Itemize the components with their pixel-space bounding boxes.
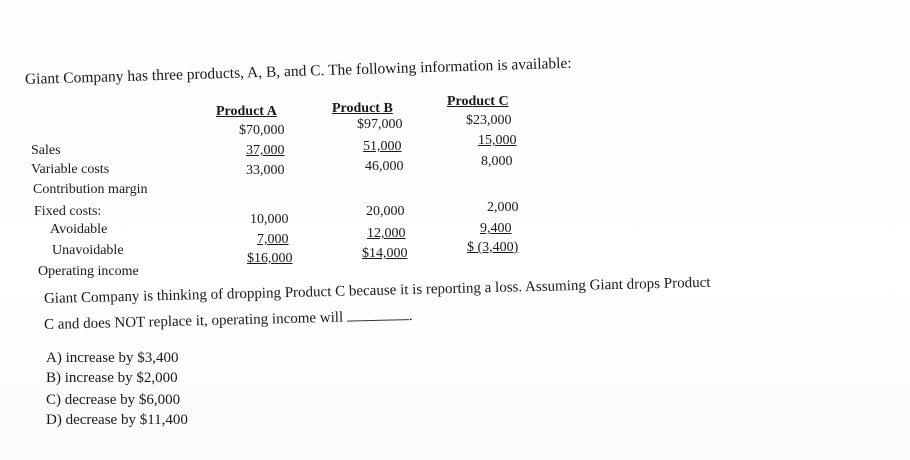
column-header-product-a: Product A bbox=[216, 104, 277, 119]
cell-b-avoidable: 20,000 bbox=[366, 204, 405, 219]
cell-a-contribution-margin: 33,000 bbox=[246, 163, 285, 178]
intro-text: Giant Company has three products, A, B, and C. The following information is available: bbox=[24, 54, 572, 88]
question-line-2-text: C and does NOT replace it, operating income will bbox=[43, 309, 344, 333]
answer-blank bbox=[347, 307, 409, 322]
cell-b-operating-income: $14,000 bbox=[362, 246, 408, 261]
cell-a-variable-costs: 37,000 bbox=[246, 143, 285, 158]
row-label-avoidable: Avoidable bbox=[50, 222, 108, 237]
cell-c-operating-income: $ (3,400) bbox=[467, 240, 519, 255]
cell-a-unavoidable: 7,000 bbox=[257, 232, 289, 247]
question-line-1: Giant Company is thinking of dropping Product C because it is reporting a loss. Assuming Giant drops Product bbox=[43, 274, 711, 307]
option-d: D) decrease by $11,400 bbox=[46, 412, 188, 428]
row-label-sales: Sales bbox=[31, 143, 61, 158]
row-label-variable-costs: Variable costs bbox=[31, 162, 110, 177]
row-label-operating-income: Operating income bbox=[38, 264, 139, 279]
cell-a-sales: $70,000 bbox=[239, 123, 285, 138]
column-header-product-c: Product C bbox=[447, 94, 509, 109]
question-line-2-end: . bbox=[408, 307, 413, 325]
option-c: C) decrease by $6,000 bbox=[46, 392, 181, 408]
cell-c-variable-costs: 15,000 bbox=[478, 133, 517, 148]
cell-a-avoidable: 10,000 bbox=[250, 212, 289, 227]
option-a: A) increase by $3,400 bbox=[46, 350, 179, 366]
cell-c-contribution-margin: 8,000 bbox=[481, 154, 513, 169]
row-label-fixed-costs: Fixed costs: bbox=[34, 204, 102, 219]
cell-a-operating-income: $16,000 bbox=[247, 251, 293, 266]
cell-c-unavoidable: 9,400 bbox=[480, 221, 512, 236]
cell-b-contribution-margin: 46,000 bbox=[365, 159, 404, 174]
row-label-contribution-margin: Contribution margin bbox=[33, 182, 148, 197]
cell-c-avoidable: 2,000 bbox=[487, 200, 519, 215]
column-header-product-b: Product B bbox=[332, 101, 393, 116]
cell-b-unavoidable: 12,000 bbox=[367, 226, 406, 241]
row-label-unavoidable: Unavoidable bbox=[52, 243, 124, 258]
cell-b-variable-costs: 51,000 bbox=[363, 139, 402, 154]
question-line-2 bbox=[44, 307, 413, 333]
option-b: B) increase by $2,000 bbox=[46, 370, 178, 386]
cell-c-sales: $23,000 bbox=[466, 113, 512, 128]
cell-b-sales: $97,000 bbox=[357, 117, 403, 132]
